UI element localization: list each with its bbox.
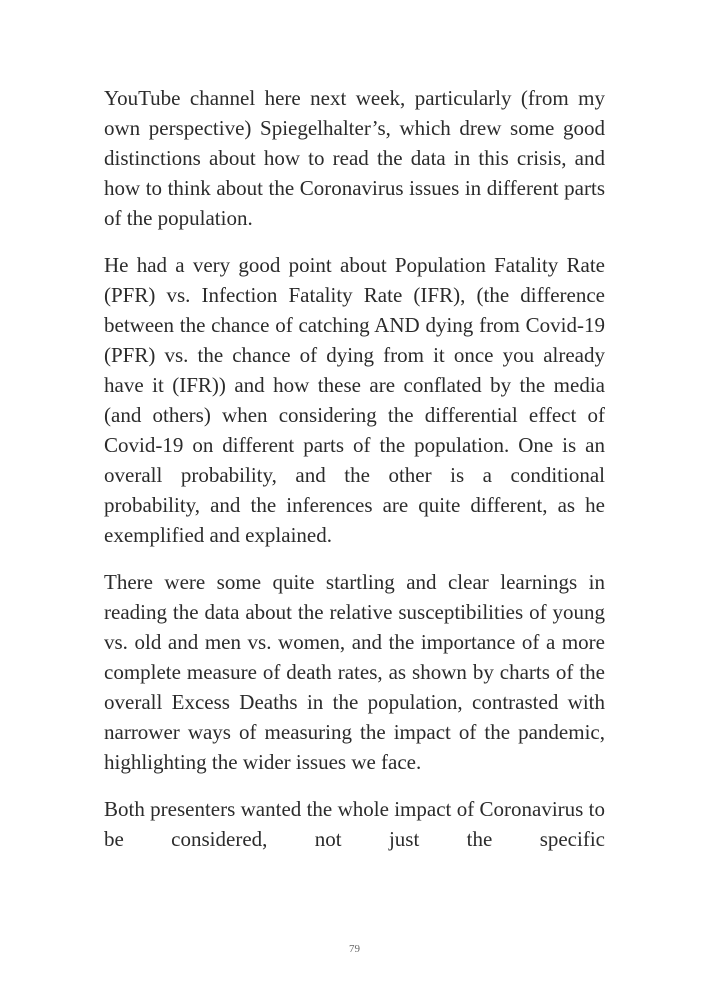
page-number: 79: [349, 943, 360, 955]
paragraph-4: Both presenters wanted the whole impact of Coronavirus to be considered, not just the specific: [104, 797, 605, 851]
body-text: [104, 83, 605, 871]
paragraph-3: There were some quite startling and clear learnings in reading the data about the relative susceptibilities of young vs. old and men vs. women, and the importance of a more complete measure of death rates, as shown by charts of the overall Excess Deaths in the population, contrasted with narrower ways of measuring the impact of the pandemic, highlighting the wider issues we face.: [104, 570, 605, 774]
paragraph-2: He had a very good point about Population Fatality Rate (PFR) vs. Infection Fatality Rate (IFR), (the difference between the chance of catching AND dying from Covid-19 (PFR) vs. the chance of dying from it once you already have it (IFR)) and how these are conflated by the media (and others) when considering the differential effect of Covid-19 on different parts of the population. One is an overall probability, and the other is a conditional probability, and the inferences are quite different, as he exemplified and explained.: [104, 253, 605, 547]
paragraph-1: YouTube channel here next week, particularly (from my own perspective) Spiegelhalter’s, which drew some good distinctions about how to read the data in this crisis, and how to think about the Coronavirus issues in different parts of the population.: [104, 86, 605, 230]
